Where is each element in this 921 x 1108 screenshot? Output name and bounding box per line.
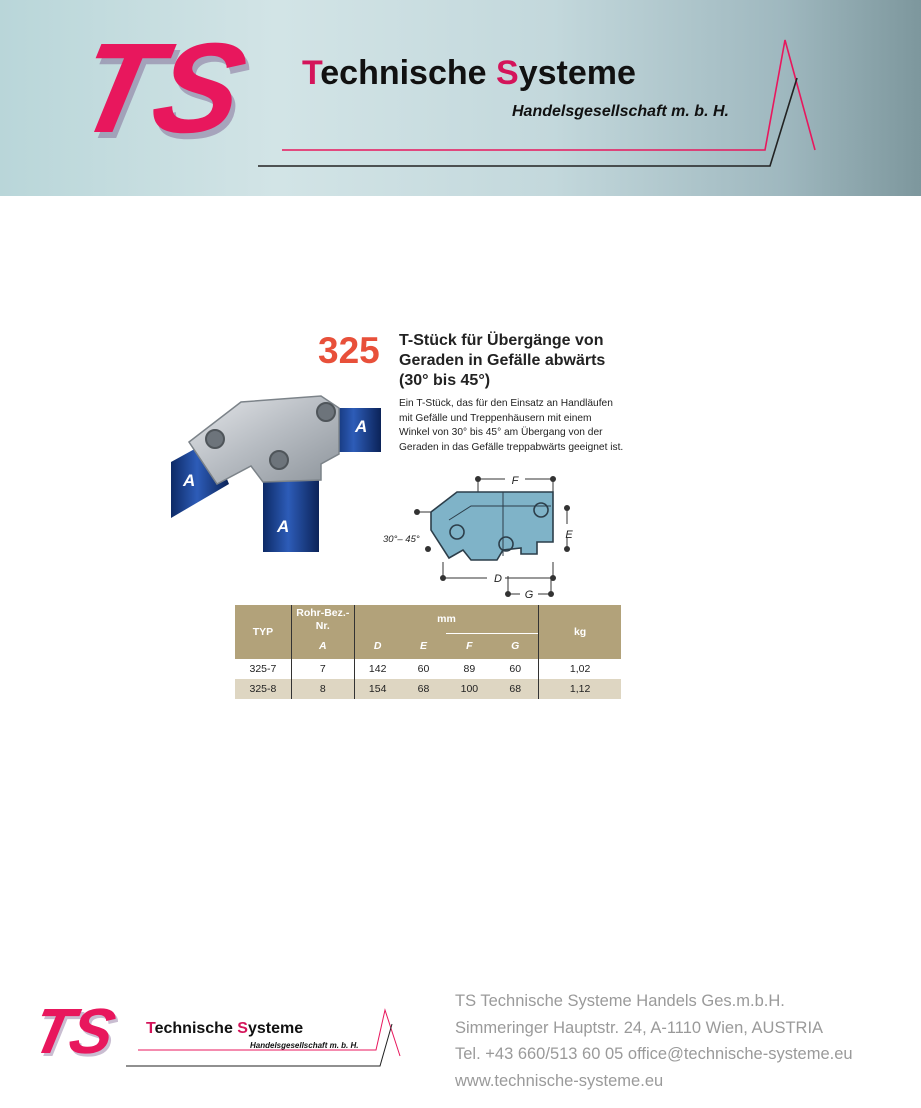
col-kg: kg (539, 605, 621, 659)
diagram-label-angle: 30°– 45° (383, 534, 420, 545)
header-subtitle: Handelsgesellschaft m. b. H. (512, 103, 729, 120)
footer-address: Simmeringer Hauptstr. 24, A-1110 Wien, AUSTRIA (455, 1018, 824, 1037)
photo-label-a-bottom: A (277, 517, 290, 536)
product-description: Ein T-Stück, das für den Einsatz an Handläufen mit Gefälle und Treppenhäusern mit einem Winkel von 30° bis 45° am Übergang von der Geraden in das Gefälle treppabwärts geeignet ist. (399, 398, 624, 453)
footer-brand-title: Technische Systeme (146, 1020, 304, 1037)
col-rohr: Rohr-Bez.-Nr. (291, 605, 354, 633)
footer-phone-email: Tel. +43 660/513 60 05 office@technische-systeme.eu (455, 1045, 853, 1063)
cell-d: 154 (354, 679, 400, 699)
header-swoosh-lines (0, 0, 921, 196)
table-row (235, 679, 621, 699)
product-photo (171, 380, 381, 552)
col-e: E (401, 633, 447, 659)
diagram-label-f: F (511, 475, 519, 487)
spec-table (235, 605, 621, 699)
col-g: G (492, 633, 538, 659)
cell-e: 60 (417, 663, 430, 675)
photo-label-a-left: A (183, 471, 196, 490)
col-rohr-a: A (291, 633, 354, 659)
cell-a: 7 (291, 659, 354, 679)
product-number: 325 (318, 330, 380, 371)
footer-website[interactable]: www.technische-systeme.eu (455, 1071, 664, 1090)
footer-logo-ts: TS (26, 995, 120, 1067)
col-typ: TYP (235, 605, 291, 659)
photo-label-a-right: A (355, 417, 368, 436)
product-title: T-Stück für Übergänge von Geraden in Gefälle abwärts (30° bis 45°) (399, 332, 606, 389)
cell-g: 60 (492, 659, 538, 679)
footer-company: TS Technische Systeme Handels Ges.m.b.H. (455, 992, 785, 1010)
header-logo: TS (64, 17, 255, 160)
diagram-label-g: G (524, 589, 534, 601)
table-row (235, 659, 621, 679)
cell-kg: 1,02 (569, 663, 591, 675)
col-d: D (354, 633, 400, 659)
col-f: F (446, 633, 492, 659)
footer-logo (0, 990, 440, 1080)
diagram-label-d: D (494, 573, 502, 585)
footer-brand-subtitle: Handelsgesellschaft m. b. H. (250, 1041, 359, 1050)
cell-f: 89 (463, 663, 476, 675)
cell-d: 142 (368, 663, 387, 675)
dimension-diagram (375, 468, 585, 604)
col-mm: mm (354, 605, 538, 633)
cell-typ: 325-7 (235, 659, 291, 679)
cell-typ: 325-8 (235, 679, 291, 699)
footer-swoosh-lines (0, 990, 440, 1080)
header-title: Technische Systeme (302, 54, 636, 92)
cell-g: 68 (492, 679, 538, 699)
cell-kg: 1,12 (539, 679, 621, 699)
cell-f: 100 (446, 679, 492, 699)
cell-a: 8 (291, 679, 354, 699)
cell-e: 68 (401, 679, 447, 699)
footer-contact (455, 988, 853, 1094)
header-banner (0, 0, 921, 196)
diagram-label-e: E (565, 529, 573, 541)
